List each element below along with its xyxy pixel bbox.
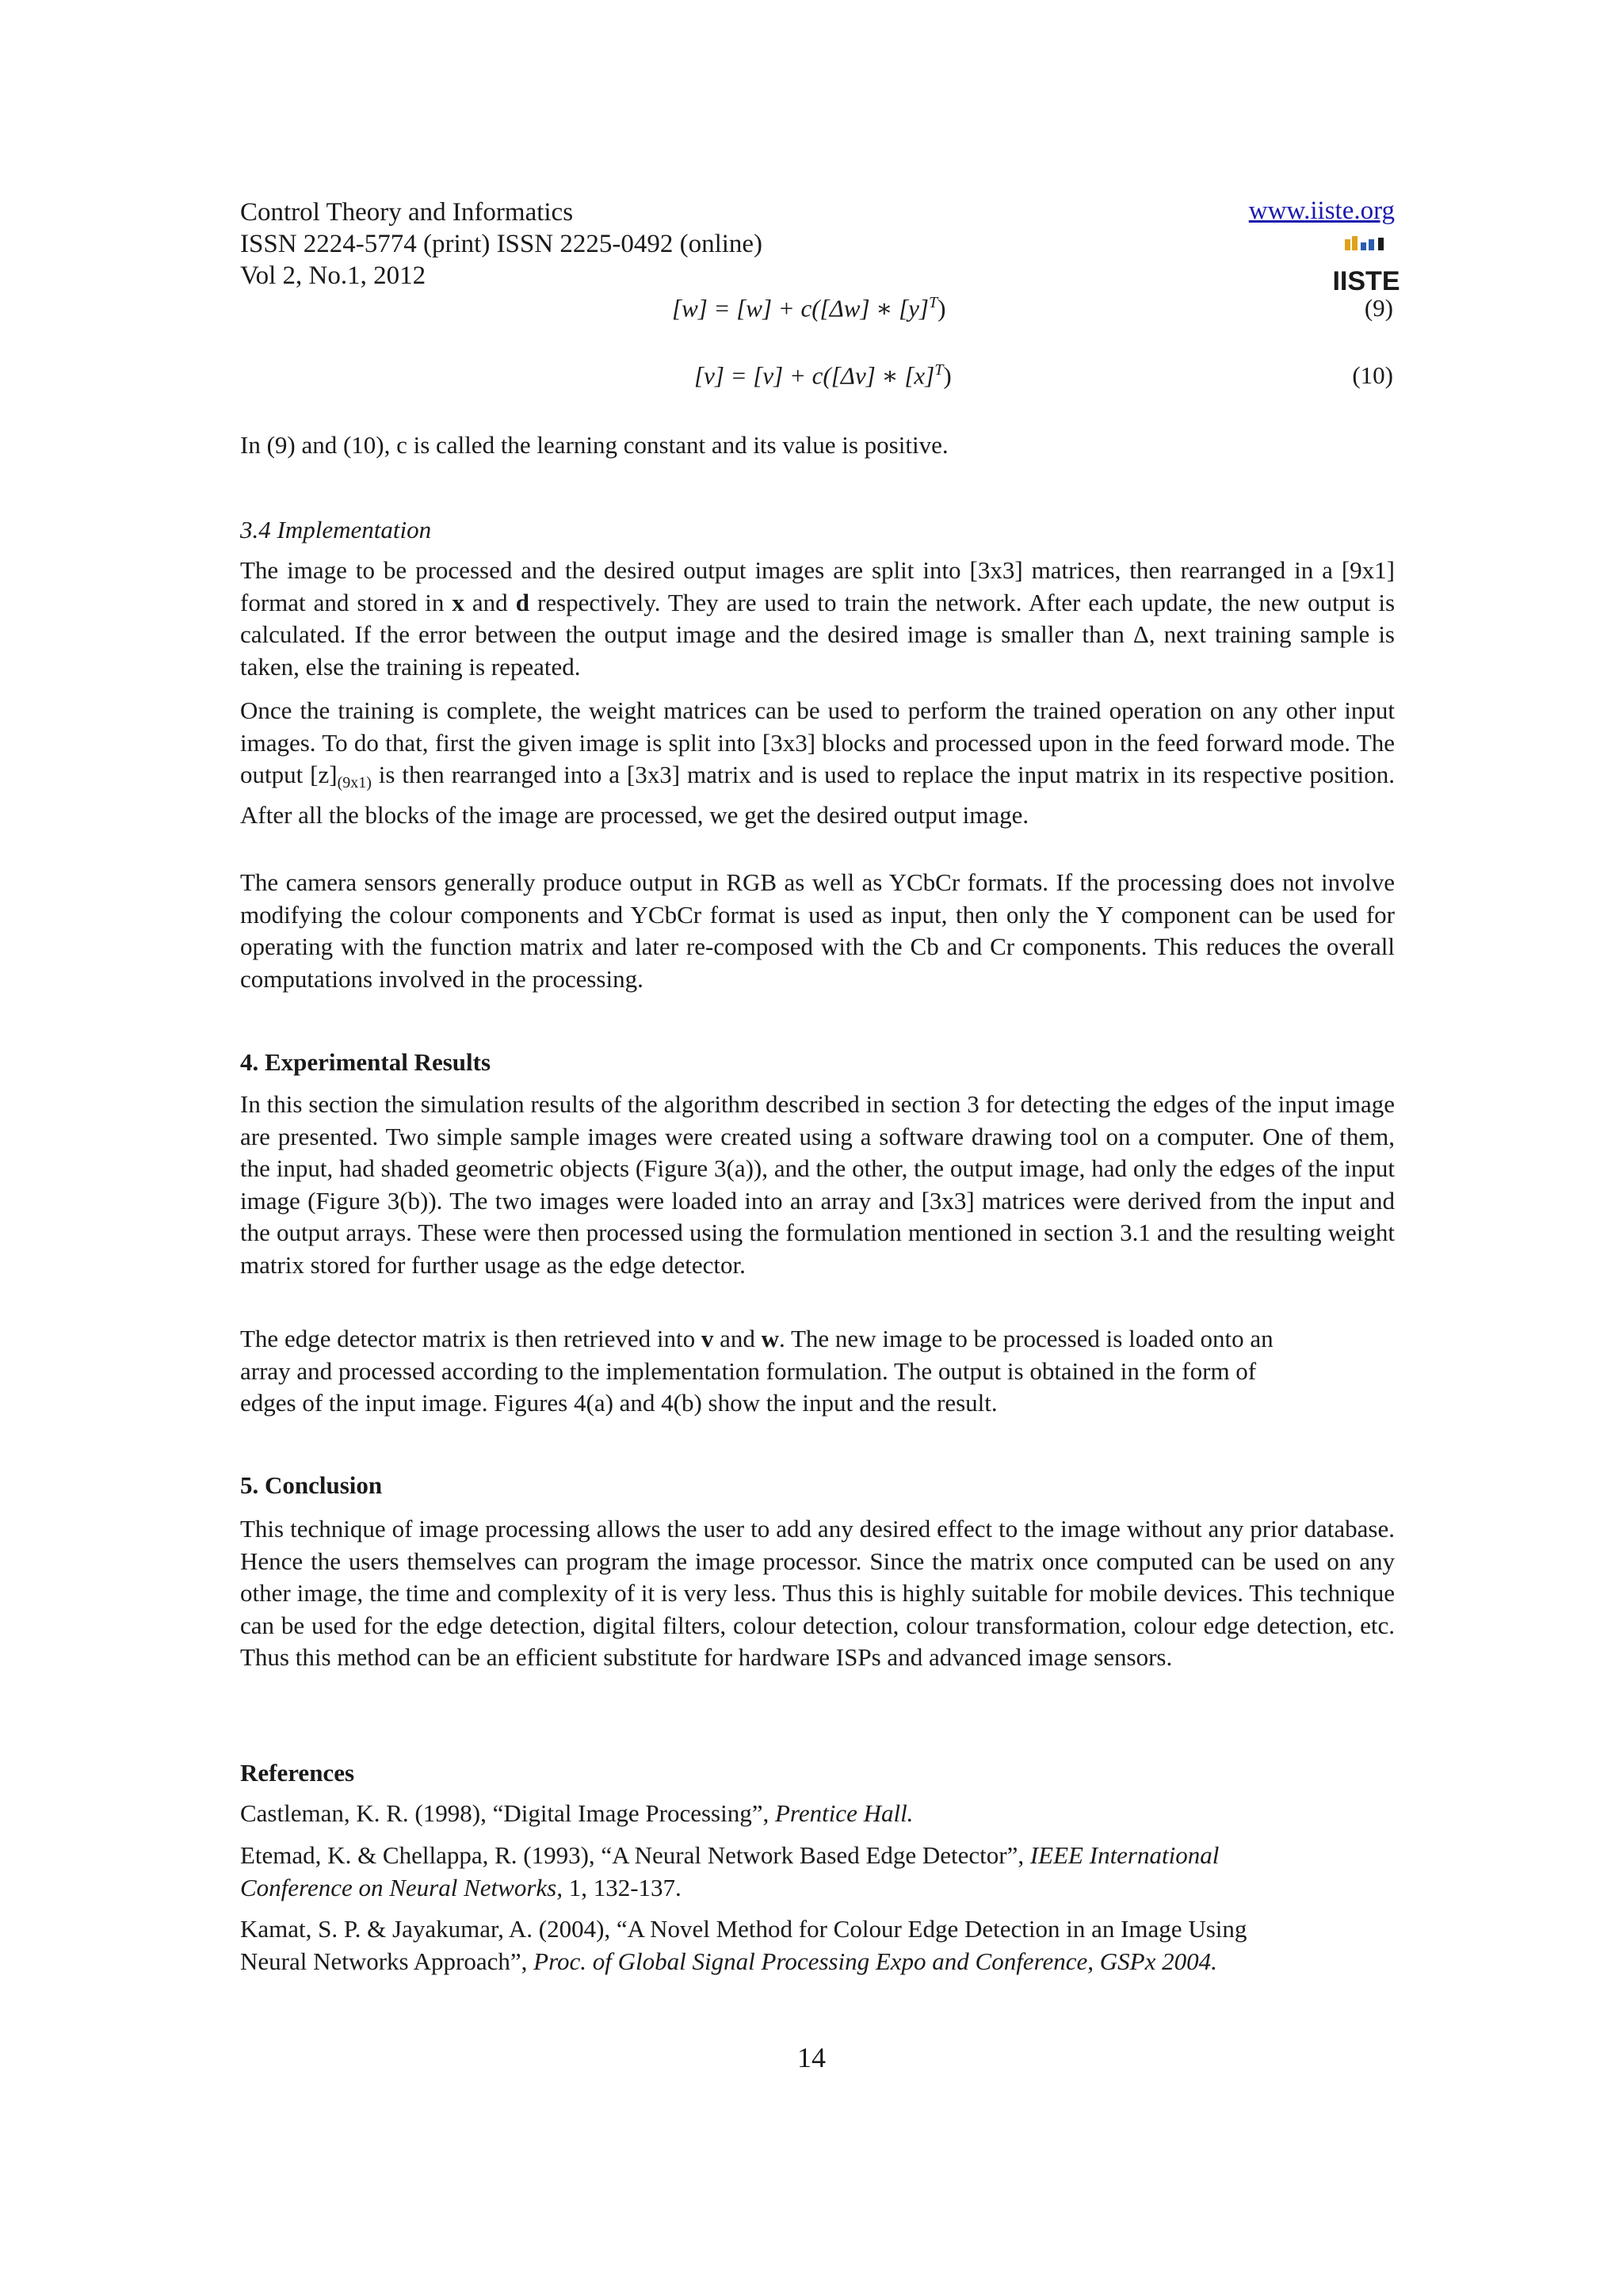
journal-title: Control Theory and Informatics [240, 198, 574, 227]
reference-2: Etemad, K. & Chellappa, R. (1993), “A Neural Network Based Edge Detector”, IEEE International Conference on Neural Networks, 1, 132-137. [240, 1841, 1220, 1901]
equation-9-number: (9) [1364, 294, 1393, 322]
reference-1: Castleman, K. R. (1998), “Digital Image Processing”, Prentice Hall. [240, 1799, 914, 1827]
references-heading: References [240, 1759, 355, 1787]
iiste-logo-icon [1332, 235, 1400, 296]
section-3-4-heading: 3.4 Implementation [240, 516, 432, 543]
section-4-paragraph-2: The edge detector matrix is then retrieved into v and w. The new image to be processed is loaded onto an array and processed according to the implementation formulation. The output is obtained in the form of edges of the input image. Figures 4(a) and 4(b) show the input and the result. [240, 1325, 1274, 1417]
logo-text: IISTE [1332, 266, 1400, 296]
section-3-4-paragraph-3: The camera sensors generally produce output in RGB as well as YCbCr formats. If the processing does not involve modifying the colour components and YCbCr format is used as input, then only the Y component can be used for operating with the function matrix and later re-composed with the Cb and Cr components. This reduces the overall computations involved in the processing. [240, 868, 1395, 993]
section-3-4-paragraph-2: Once the training is complete, the weight matrices can be used to perform the trained operation on any other input images. To do that, first the given image is split into [3x3] blocks and processed upon in the feed forward mode. The output $[z]_{(9x1)}$ is then rearranged into a [3x3] matrix and is used to replace the input matrix in its respective position. After all the blocks of the image are processed, we get the desired output image. [240, 696, 1395, 829]
journal-volume: Vol 2, No.1, 2012 [240, 261, 426, 290]
page-number: 14 [797, 2042, 826, 2073]
section-5-heading: 5. Conclusion [240, 1471, 383, 1499]
section-3-4-paragraph-1: The image to be processed and the desired output images are split into [3x3] matrices, then rearranged in a [9x1] format and stored in x and d respectively. They are used to train the network. After each update, the new output is calculated. If the error between the output image and the desired image is smaller than Δ, next training sample is taken, else the training is repeated. [240, 556, 1396, 681]
journal-url-link[interactable]: www.iiste.org [1248, 196, 1395, 225]
equation-10-number: (10) [1352, 361, 1393, 389]
reference-3: Kamat, S. P. & Jayakumar, A. (2004), “A Novel Method for Colour Edge Detection in an Image Using Neural Networks Approach”, Proc. of Global Signal Processing Expo and Conference, GSPx 2004. [240, 1915, 1247, 1975]
journal-issn: ISSN 2224-5774 (print) ISSN 2225-0492 (online) [240, 230, 763, 258]
section-5-paragraph-1: This technique of image processing allows the user to add any desired effect to the image without any prior database. Hence the users themselves can program the image processor. Since the matrix once computed can be used on any other image, the time and complexity of it is very less. Thus this is highly suitable for mobile devices. This technique can be used for the edge detection, digital filters, colour detection, colour transformation, colour edge detection, etc. Thus this method can be an efficient substitute for hardware ISPs and advanced image sensors. [240, 1515, 1395, 1671]
learning-constant-text: In (9) and (10), c is called the learning constant and its value is positive. [240, 431, 949, 459]
section-4-paragraph-1: In this section the simulation results of the algorithm described in section 3 for detecting the edges of the input image are presented. Two simple sample images were created using a software drawing tool on a computer. One of them, the input, had shaded geometric objects (Figure 3(a)), and the other, the output image, had only the edges of the input image (Figure 3(b)). The two images were loaded into an array and [3x3] matrices were derived from the input and the output arrays. These were then processed using the formulation mentioned in section 3.1 and the resulting weight matrix stored for further usage as the edge detector. [240, 1090, 1395, 1279]
section-4-heading: 4. Experimental Results [240, 1048, 491, 1076]
equation-10: [v] = [v] + c([Δv] ∗ $[x]^T$) [694, 361, 952, 390]
equation-9: [w] = [w] + c([Δw] ∗ $[y]^T$) [672, 294, 946, 322]
